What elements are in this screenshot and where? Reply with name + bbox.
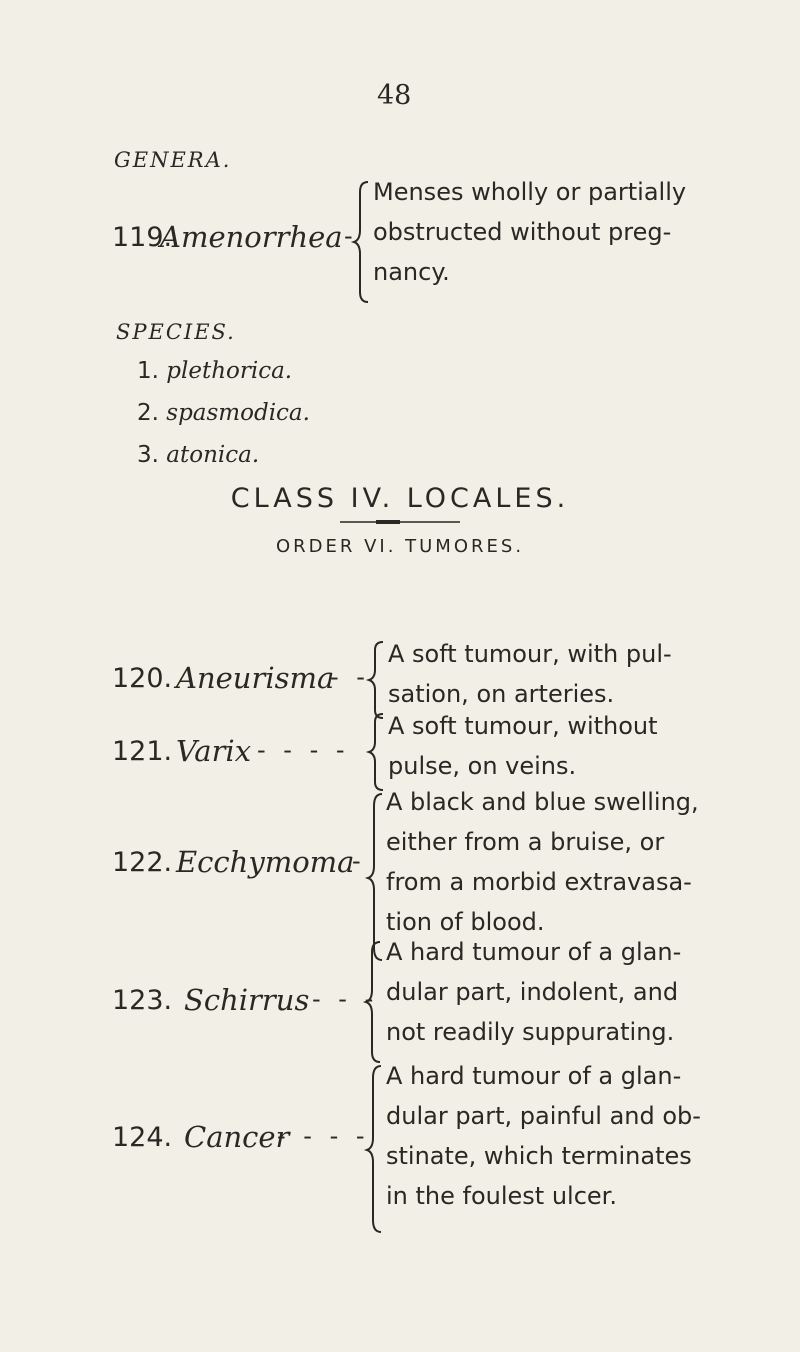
genus-name: Aneurisma — [176, 661, 335, 695]
description-line: Menses wholly or partially — [373, 178, 687, 206]
genus-description — [388, 634, 672, 714]
description-line: dular part, indolent, and — [386, 978, 679, 1006]
genus-name: Schirrus — [184, 983, 310, 1017]
brace — [365, 1064, 385, 1234]
genus-description — [388, 706, 658, 786]
species-item — [137, 442, 259, 468]
description-line: A soft tumour, without — [388, 712, 658, 740]
species-item — [137, 400, 310, 426]
description-line: in the foulest ulcer. — [386, 1182, 617, 1210]
description-line: pulse, on veins. — [388, 752, 577, 780]
genus-description — [386, 932, 681, 1052]
leader-dashes: - - - - — [257, 736, 350, 764]
divider-rule — [340, 518, 460, 526]
species-name: plethorica. — [166, 358, 293, 384]
species-number: 2. — [137, 400, 159, 426]
genus-number: 121. — [112, 736, 173, 767]
leader-dashes: - — [352, 847, 366, 875]
genus-number: 120. — [112, 663, 173, 694]
page-number: 48 — [377, 80, 412, 111]
description-line: nancy. — [373, 258, 450, 286]
genera-heading: GENERA. — [114, 148, 232, 172]
description-line: not readily suppurating. — [386, 1018, 675, 1046]
brace — [367, 712, 387, 792]
species-number: 1. — [137, 358, 159, 384]
brace — [352, 180, 372, 305]
genus-name: Amenorrhea — [160, 220, 343, 254]
brace — [366, 792, 386, 962]
genus-number: 119. — [112, 222, 173, 253]
genus-description — [386, 1056, 701, 1216]
genus-name: Ecchymoma — [176, 845, 355, 879]
genus-description — [373, 172, 686, 292]
leader-dashes: - - — [330, 663, 370, 691]
leader-dashes: - — [344, 222, 358, 250]
genus-name: Cancer — [184, 1120, 290, 1154]
order-heading: ORDER VI. TUMORES. — [275, 536, 525, 557]
genus-description — [386, 782, 699, 942]
genus-number: 124. — [112, 1122, 173, 1153]
description-line: sation, on arteries. — [388, 680, 615, 708]
class-heading: CLASS IV. LOCALES. — [230, 483, 570, 514]
leader-dashes: - - - - — [277, 1122, 370, 1150]
genus-name: Varix — [176, 734, 252, 768]
species-heading: SPECIES. — [116, 320, 236, 344]
description-line: A hard tumour of a glan- — [386, 938, 682, 966]
description-line: A black and blue swelling, — [386, 788, 699, 816]
description-line: from a morbid extravasa- — [386, 868, 692, 896]
genus-number: 123. — [112, 985, 173, 1016]
description-line: dular part, painful and ob- — [386, 1102, 701, 1130]
description-line: either from a bruise, or — [386, 828, 665, 856]
species-item — [137, 358, 292, 384]
leader-dashes: - - - — [312, 985, 379, 1013]
description-line: A hard tumour of a glan- — [386, 1062, 682, 1090]
brace — [364, 940, 384, 1065]
description-line: stinate, which terminates — [386, 1142, 692, 1170]
brace — [367, 640, 387, 720]
description-line: obstructed without preg- — [373, 218, 672, 246]
genus-number: 122. — [112, 847, 173, 878]
species-name: spasmodica. — [166, 400, 310, 426]
description-line: A soft tumour, with pul- — [388, 640, 672, 668]
description-line: tion of blood. — [386, 908, 545, 936]
species-name: atonica. — [166, 442, 260, 468]
species-number: 3. — [137, 442, 159, 468]
